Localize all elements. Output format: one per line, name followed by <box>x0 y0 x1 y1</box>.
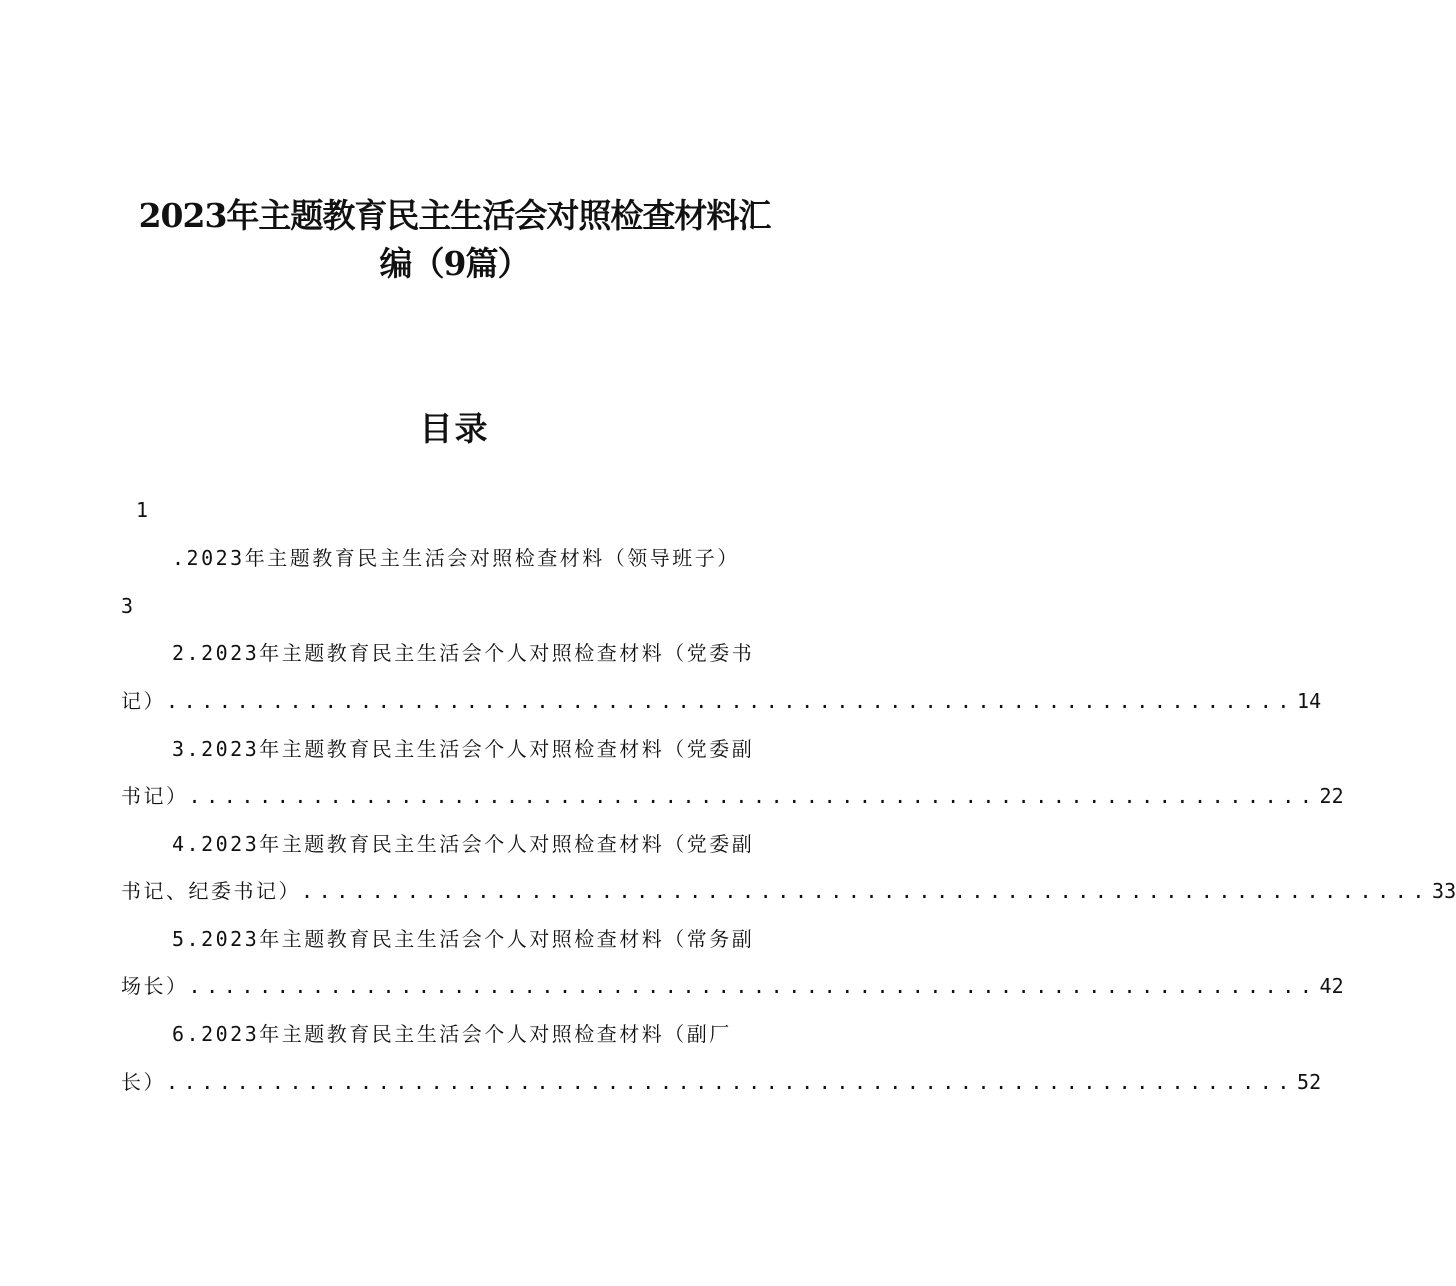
toc-entry-1-number: 1 <box>136 498 149 522</box>
toc-entry-5-leader: ................................................................ <box>188 974 1318 998</box>
toc-entry-4-text-end: 书记、纪委书记） <box>121 879 301 903</box>
document-title-line-1: 2023年主题教育民主生活会对照检查材料汇 <box>138 196 771 235</box>
toc-entry-2-page: 14 <box>1297 689 1322 713</box>
toc-entry-6-leader: ................................................................ <box>166 1070 1296 1094</box>
toc-entry-3-continuation[interactable] <box>121 782 1344 810</box>
toc-entry-5-continuation[interactable] <box>121 972 1344 1000</box>
toc-entry-5-text-end: 场长） <box>121 974 189 998</box>
toc-entry-6-continuation[interactable] <box>121 1068 1322 1096</box>
toc-entry-2-leader: ................................................................ <box>166 689 1296 713</box>
toc-entry-4-text[interactable]: 4.2023年主题教育民主生活会个人对照检查材料（党委副 <box>172 832 755 856</box>
toc-entry-1-text[interactable]: .2023年主题教育民主生活会对照检查材料（领导班子） <box>172 546 740 570</box>
toc-entry-6-page: 52 <box>1297 1070 1322 1094</box>
toc-entry-4-continuation[interactable] <box>121 877 1456 905</box>
toc-entry-2-text[interactable]: 2.2023年主题教育民主生活会个人对照检查材料（党委书 <box>172 641 755 665</box>
toc-entry-6-text[interactable]: 6.2023年主题教育民主生活会个人对照检查材料（副厂 <box>172 1022 732 1046</box>
toc-entry-3-text-end: 书记） <box>121 784 189 808</box>
toc-entry-2-continuation[interactable] <box>121 687 1322 715</box>
toc-entry-5-text[interactable]: 5.2023年主题教育民主生活会个人对照检查材料（常务副 <box>172 927 755 951</box>
toc-entry-6-text-end: 长） <box>121 1070 166 1094</box>
toc-entry-3-leader: ................................................................ <box>188 784 1318 808</box>
toc-entry-4-leader: ................................................................ <box>301 879 1431 903</box>
toc-entry-5-page: 42 <box>1319 974 1344 998</box>
toc-heading: 目录 <box>419 409 490 448</box>
toc-entry-3-text[interactable]: 3.2023年主题教育民主生活会个人对照检查材料（党委副 <box>172 737 755 761</box>
toc-entry-1-trailing-number: 3 <box>121 594 134 618</box>
document-title-line-2: 编（9篇） <box>379 244 530 283</box>
toc-entry-2-text-end: 记） <box>121 689 166 713</box>
toc-entry-4-page: 33 <box>1432 879 1456 903</box>
toc-entry-3-page: 22 <box>1319 784 1344 808</box>
